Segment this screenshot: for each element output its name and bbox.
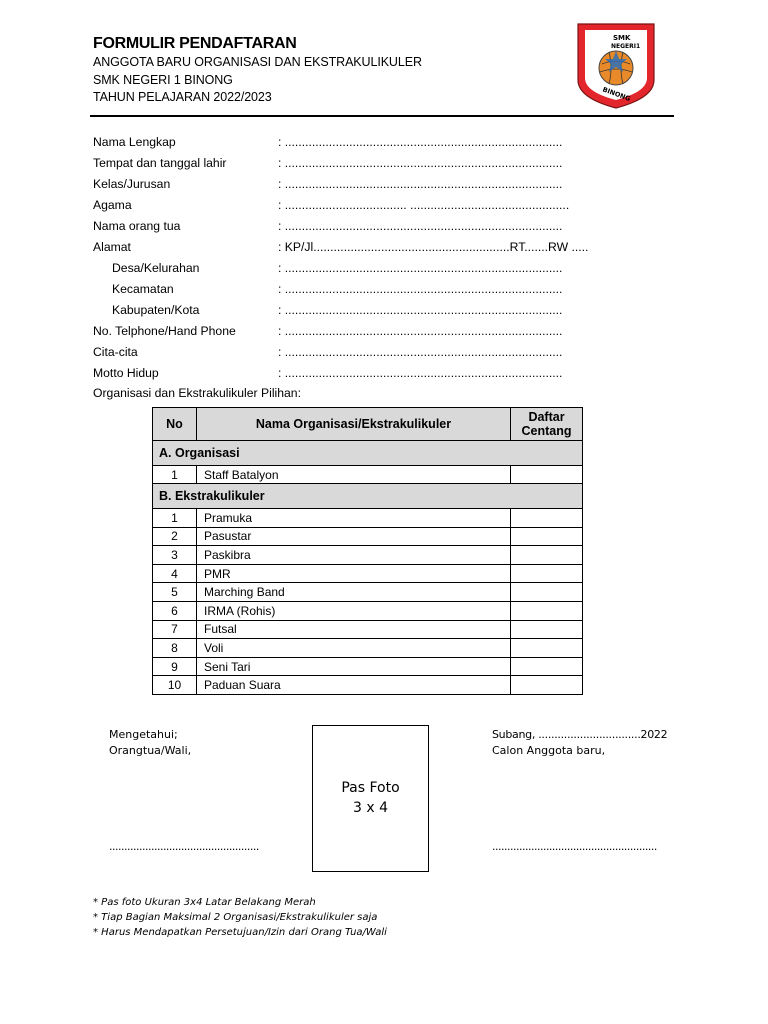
sig-right-line1: Subang, ................................2022 xyxy=(492,728,668,741)
row-checkbox[interactable] xyxy=(511,639,583,658)
field-value[interactable]: : .................................................................................. xyxy=(278,303,563,317)
table-row xyxy=(153,509,583,528)
field-value[interactable]: : .................................................................................. xyxy=(278,156,563,170)
row-no: 8 xyxy=(153,639,197,658)
field-value[interactable]: : .................................................................................. xyxy=(278,219,563,233)
row-checkbox[interactable] xyxy=(511,527,583,546)
row-checkbox[interactable] xyxy=(511,620,583,639)
field-label: Kabupaten/Kota xyxy=(112,303,200,317)
note-item: * Tiap Bagian Maksimal 2 Organisasi/Ekstrakulikuler saja xyxy=(93,912,378,923)
row-name: Pramuka xyxy=(197,509,511,528)
field-label: Agama xyxy=(93,198,132,212)
section-title: B. Ekstrakulikuler xyxy=(153,484,583,509)
sig-right-dots[interactable]: ....................................................... xyxy=(492,840,657,853)
section-label-pilihan: Organisasi dan Ekstrakulikuler Pilihan: xyxy=(93,386,301,400)
row-checkbox[interactable] xyxy=(511,676,583,695)
row-checkbox[interactable] xyxy=(511,583,583,602)
field-value[interactable]: : .................................................................................. xyxy=(278,366,563,380)
field-value[interactable]: : KP/Jl..........................................................RT.......RW ..... xyxy=(278,240,589,254)
field-value[interactable]: : .................................................................................. xyxy=(278,345,563,359)
field-label: Tempat dan tanggal lahir xyxy=(93,156,227,170)
field-value[interactable]: : .................................................................................. xyxy=(278,135,563,149)
school-year: TAHUN PELAJARAN 2022/2023 xyxy=(93,90,272,104)
row-checkbox[interactable] xyxy=(511,509,583,528)
row-name: Staff Batalyon xyxy=(197,466,511,484)
field-label: Kecamatan xyxy=(112,282,174,296)
row-name: Paskibra xyxy=(197,546,511,565)
note-item: * Harus Mendapatkan Persetujuan/Izin dari Orang Tua/Wali xyxy=(93,927,387,938)
table-row xyxy=(153,546,583,565)
row-no: 2 xyxy=(153,527,197,546)
form-title: FORMULIR PENDAFTARAN xyxy=(93,35,297,52)
row-checkbox[interactable] xyxy=(511,657,583,676)
row-name: Marching Band xyxy=(197,583,511,602)
photo-box[interactable] xyxy=(312,725,429,872)
logo-text-binong: BINONG xyxy=(601,85,632,103)
row-no: 9 xyxy=(153,657,197,676)
row-no: 10 xyxy=(153,676,197,695)
table-row xyxy=(153,676,583,695)
row-no: 4 xyxy=(153,564,197,583)
row-checkbox[interactable] xyxy=(511,601,583,620)
field-label: Nama Lengkap xyxy=(93,135,176,149)
section-row-organisasi xyxy=(153,441,583,466)
form-subtitle: ANGGOTA BARU ORGANISASI DAN EKSTRAKULIKULER xyxy=(93,55,422,69)
field-label: Cita-cita xyxy=(93,345,138,359)
field-value[interactable]: : .................................................................................. xyxy=(278,177,563,191)
field-label: Kelas/Jurusan xyxy=(93,177,171,191)
row-name: IRMA (Rohis) xyxy=(197,601,511,620)
row-no: 7 xyxy=(153,620,197,639)
sig-left-line1: Mengetahui; xyxy=(109,728,178,741)
row-no: 1 xyxy=(153,509,197,528)
photo-label: Pas Foto xyxy=(341,780,400,796)
row-no: 3 xyxy=(153,546,197,565)
row-name: Futsal xyxy=(197,620,511,639)
section-row-ekstrakulikuler xyxy=(153,484,583,509)
field-value[interactable]: : .................................... ............................................... xyxy=(278,198,570,212)
table-row xyxy=(153,583,583,602)
row-no: 1 xyxy=(153,466,197,484)
row-name: PMR xyxy=(197,564,511,583)
table-header-row xyxy=(153,408,583,441)
school-name: SMK NEGERI 1 BINONG xyxy=(93,73,233,87)
table-row xyxy=(153,601,583,620)
section-title: A. Organisasi xyxy=(153,441,583,466)
row-checkbox[interactable] xyxy=(511,546,583,565)
row-name: Voli xyxy=(197,639,511,658)
row-name: Seni Tari xyxy=(197,657,511,676)
table-row xyxy=(153,657,583,676)
table-row xyxy=(153,466,583,484)
sig-right-line2: Calon Anggota baru, xyxy=(492,744,606,757)
col-header-no: No xyxy=(153,408,197,441)
field-value[interactable]: : .................................................................................. xyxy=(278,324,563,338)
col-header-name: Nama Organisasi/Ekstrakulikuler xyxy=(197,408,511,441)
photo-size: 3 x 4 xyxy=(353,800,388,816)
field-label: Nama orang tua xyxy=(93,219,181,233)
row-no: 6 xyxy=(153,601,197,620)
field-label: Desa/Kelurahan xyxy=(112,261,200,275)
row-no: 5 xyxy=(153,583,197,602)
ekstrakulikuler-table xyxy=(152,407,583,695)
table-row xyxy=(153,564,583,583)
logo-text-negeri: NEGERI1 xyxy=(611,43,641,50)
note-item: * Pas foto Ukuran 3x4 Latar Belakang Merah xyxy=(93,897,316,908)
table-row xyxy=(153,639,583,658)
field-value[interactable]: : .................................................................................. xyxy=(278,261,563,275)
field-label: No. Telphone/Hand Phone xyxy=(93,324,236,338)
row-name: Pasustar xyxy=(197,527,511,546)
field-label: Motto Hidup xyxy=(93,366,159,380)
table-row xyxy=(153,527,583,546)
col-header-check: Daftar Centang xyxy=(511,408,583,441)
row-name: Paduan Suara xyxy=(197,676,511,695)
school-logo xyxy=(575,20,657,110)
field-label: Alamat xyxy=(93,240,131,254)
sig-left-dots[interactable]: .................................................. xyxy=(109,840,259,853)
row-checkbox[interactable] xyxy=(511,466,583,484)
field-value[interactable]: : .................................................................................. xyxy=(278,282,563,296)
row-checkbox[interactable] xyxy=(511,564,583,583)
table-row xyxy=(153,620,583,639)
header-divider xyxy=(90,115,674,117)
logo-text-smk: SMK xyxy=(613,34,631,42)
sig-left-line2: Orangtua/Wali, xyxy=(109,744,192,757)
